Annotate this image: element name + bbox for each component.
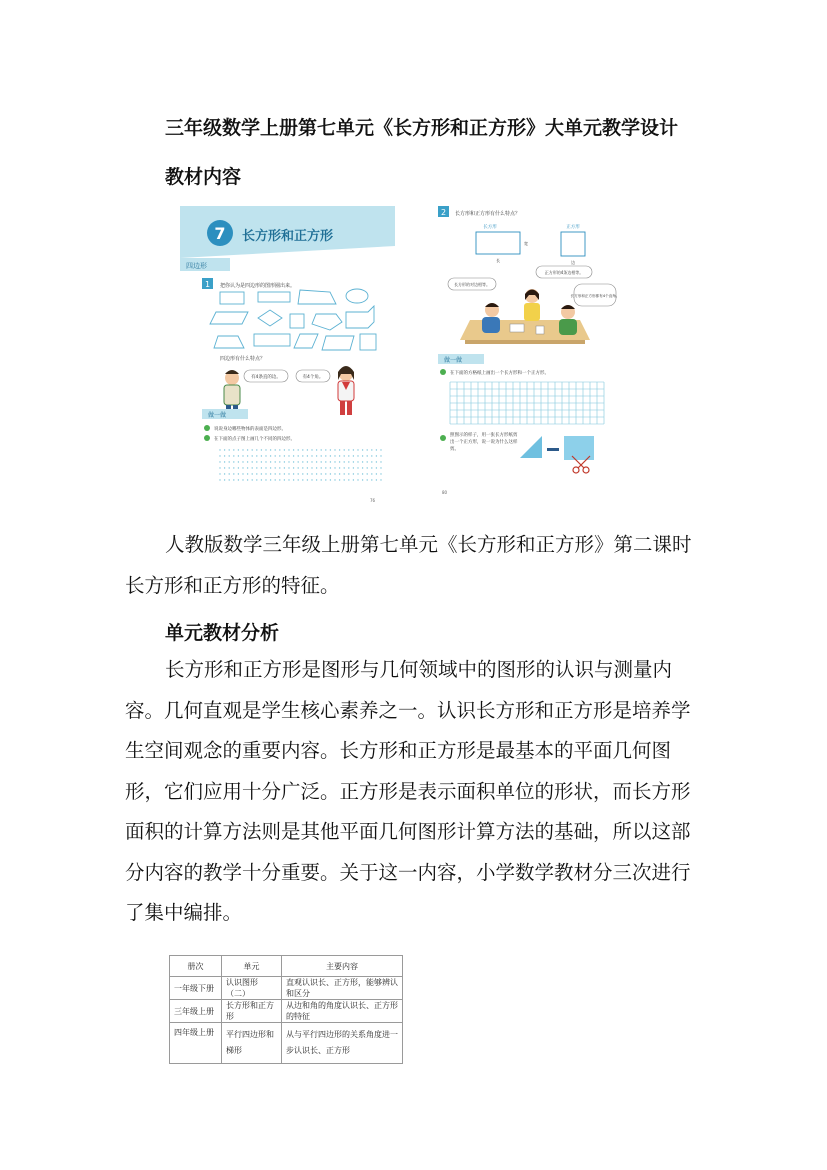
grid-dot — [353, 449, 354, 450]
grid-dot — [256, 455, 257, 456]
grid-dot — [238, 455, 239, 456]
grid-dot — [316, 449, 317, 450]
rect-label: 长方形 — [483, 225, 497, 230]
grid-dot — [293, 479, 294, 480]
table-header-cell: 单元 — [222, 956, 282, 977]
right-practice-label: 做一做 — [444, 357, 463, 364]
grid-dot — [279, 473, 280, 474]
grid-dot — [284, 449, 285, 450]
table-cell: 四年级上册 — [170, 1023, 222, 1064]
section-heading-materials: 教材内容 — [165, 166, 242, 188]
left-practice-2: 在下面的点子图上画几个不同的四边形。 — [214, 437, 295, 442]
left-page-number: 76 — [370, 498, 376, 503]
grid-dot — [219, 473, 220, 474]
table-cell: 三年级上册 — [170, 1000, 222, 1023]
grid-dot — [275, 467, 276, 468]
grid-dot — [288, 473, 289, 474]
grid-dot — [247, 473, 248, 474]
grid-dot — [348, 473, 349, 474]
grid-dot — [219, 455, 220, 456]
grid-dot — [311, 473, 312, 474]
grid-dot — [302, 449, 303, 450]
grid-dot — [261, 467, 262, 468]
grid-dot — [229, 479, 230, 480]
grid-dot — [325, 455, 326, 456]
grid-dot — [224, 455, 225, 456]
grid-dot — [376, 449, 377, 450]
grid-dot — [242, 455, 243, 456]
grid-dot — [307, 455, 308, 456]
grid-dot — [284, 455, 285, 456]
grid-dot — [311, 461, 312, 462]
grid-dot — [307, 467, 308, 468]
grid-dot — [371, 473, 372, 474]
grid-dot — [219, 467, 220, 468]
grid-dot — [238, 449, 239, 450]
grid-dot — [247, 455, 248, 456]
grid-dot — [288, 467, 289, 468]
grid-dot — [298, 479, 299, 480]
table-row — [170, 1000, 403, 1023]
grid-dot — [330, 461, 331, 462]
grid-dot — [233, 467, 234, 468]
grid-dot — [238, 461, 239, 462]
right-textbook-page — [438, 206, 620, 495]
grid-dot — [330, 479, 331, 480]
grid-dot — [293, 461, 294, 462]
grid-dot — [233, 455, 234, 456]
grid-dot — [293, 455, 294, 456]
grid-dot — [284, 461, 285, 462]
grid-dot — [307, 479, 308, 480]
grid-dot — [344, 449, 345, 450]
grid-dot — [334, 479, 335, 480]
grid-dot — [238, 479, 239, 480]
grid-dot — [348, 449, 349, 450]
grid-dot — [233, 479, 234, 480]
grid-dot — [362, 467, 363, 468]
grid-dot — [316, 455, 317, 456]
grid-dot — [233, 449, 234, 450]
grid-dot — [242, 479, 243, 480]
rect-long-label: 长 — [496, 258, 500, 263]
table-cell: 一年级下册 — [170, 977, 222, 1000]
grid-dot — [321, 479, 322, 480]
grid-dot — [339, 479, 340, 480]
grid-dot — [321, 473, 322, 474]
document-title: 三年级数学上册第七单元《长方形和正方形》大单元教学设计 — [165, 117, 679, 139]
grid-dot — [288, 461, 289, 462]
grid-dot — [316, 473, 317, 474]
grid-dot — [298, 461, 299, 462]
grid-dot — [256, 449, 257, 450]
grid-dot — [275, 455, 276, 456]
grid-dot — [362, 473, 363, 474]
grid-dot — [348, 479, 349, 480]
grid-dot — [219, 449, 220, 450]
grid-dot — [242, 473, 243, 474]
grid-dot — [380, 473, 381, 474]
grid-dot — [380, 461, 381, 462]
grid-dot — [307, 473, 308, 474]
grid-dot — [367, 449, 368, 450]
paragraph-lesson-intro: 人教版数学三年级上册第七单元《长方形和正方形》第二课时长方形和正方形的特征。 — [125, 533, 692, 597]
table-header-cell: 册次 — [170, 956, 222, 977]
grid-dot — [238, 473, 239, 474]
grid-dot — [302, 479, 303, 480]
grid-dot — [275, 461, 276, 462]
grid-dot — [224, 479, 225, 480]
grid-dot — [357, 461, 358, 462]
grid-dot — [344, 479, 345, 480]
grid-dot — [261, 461, 262, 462]
grid-dot — [270, 461, 271, 462]
right-practice-2: 照图示的样子，用一张长方形纸剪出一个正方形，说一说为什么这样剪。 — [450, 433, 518, 452]
grid-dot — [348, 461, 349, 462]
grid-dot — [242, 449, 243, 450]
grid-dot — [270, 455, 271, 456]
grid-dot — [261, 479, 262, 480]
grid-dot — [279, 479, 280, 480]
grid-dot — [288, 449, 289, 450]
grid-dot — [293, 449, 294, 450]
grid-dot — [339, 449, 340, 450]
grid-dot — [252, 473, 253, 474]
grid-dot — [233, 461, 234, 462]
grid-dot — [357, 479, 358, 480]
grid-dot — [371, 461, 372, 462]
table-cell: 从边和角的角度认识长、正方形的特征 — [282, 1000, 403, 1023]
grid-dot — [330, 449, 331, 450]
grid-dot — [224, 473, 225, 474]
grid-dot — [334, 461, 335, 462]
grid-dot — [367, 479, 368, 480]
table-row — [170, 977, 403, 1000]
grid-dot — [353, 479, 354, 480]
grid-dot — [293, 473, 294, 474]
grid-dot — [252, 479, 253, 480]
grid-dot — [270, 449, 271, 450]
grid-dot — [325, 467, 326, 468]
table-cell: 认识图形（二） — [222, 977, 282, 1000]
grid-dot — [229, 455, 230, 456]
speech-bubble-a: 有4条直的边。 — [251, 375, 281, 380]
grid-dot — [233, 473, 234, 474]
grid-dot — [325, 479, 326, 480]
grid-dot — [357, 449, 358, 450]
textbook-pages-image — [180, 200, 620, 503]
grid-dot — [256, 467, 257, 468]
grid-dot — [353, 467, 354, 468]
grid-dot — [380, 467, 381, 468]
grid-dot — [316, 467, 317, 468]
grid-dot — [371, 455, 372, 456]
grid-dot — [265, 461, 266, 462]
grid-dot — [247, 467, 248, 468]
grid-dot — [288, 455, 289, 456]
grid-dot — [307, 449, 308, 450]
speech-bubble-1: 长方形的对边相等。 — [454, 282, 490, 287]
grid-dot — [330, 467, 331, 468]
girl-figure — [338, 366, 354, 415]
grid-dot — [224, 461, 225, 462]
grid-dot — [279, 449, 280, 450]
grid-dot — [357, 455, 358, 456]
grid-dot — [229, 473, 230, 474]
grid-dot — [325, 461, 326, 462]
grid-dot — [252, 455, 253, 456]
grid-dot — [325, 449, 326, 450]
grid-dot — [330, 455, 331, 456]
grid-dot — [371, 449, 372, 450]
grid-dot — [302, 473, 303, 474]
grid-dot — [311, 479, 312, 480]
table-header-cell: 主要内容 — [282, 956, 403, 977]
grid-dot — [242, 467, 243, 468]
grid-dot — [270, 467, 271, 468]
grid-dot — [376, 455, 377, 456]
grid-dot — [311, 467, 312, 468]
grid-dot — [339, 467, 340, 468]
grid-dot — [376, 473, 377, 474]
grid-dot — [284, 473, 285, 474]
table-header-row — [170, 956, 403, 977]
grid-dot — [242, 461, 243, 462]
table-cell: 平行四边形和梯形 — [222, 1023, 282, 1064]
grid-dot — [229, 449, 230, 450]
grid-dot — [344, 467, 345, 468]
grid-dot — [311, 455, 312, 456]
grid-dot — [293, 467, 294, 468]
grid-dot — [353, 455, 354, 456]
grid-dot — [339, 461, 340, 462]
table-cell: 从与平行四边形的关系角度进一步认识长、正方形 — [282, 1023, 403, 1064]
grid-dot — [252, 449, 253, 450]
grid-dot — [367, 455, 368, 456]
grid-dot — [344, 473, 345, 474]
grid-dot — [367, 461, 368, 462]
grid-dot — [224, 449, 225, 450]
grid-dot — [279, 461, 280, 462]
curriculum-table — [169, 955, 403, 1064]
unit-title: 长方形和正方形 — [242, 229, 334, 244]
grid-dot — [353, 461, 354, 462]
grid-dot — [256, 461, 257, 462]
right-practice-1: 在下面的方格纸上画出一个长方形和一个正方形。 — [450, 371, 549, 376]
grid-dot — [224, 467, 225, 468]
grid-dot — [247, 449, 248, 450]
section-heading-analysis: 单元教材分析 — [165, 622, 280, 644]
table-cell: 直观认识长、正方形，能够辨认和区分 — [282, 977, 403, 1000]
grid-dot — [334, 449, 335, 450]
grid-dot — [376, 467, 377, 468]
question-1-number: 1 — [204, 280, 211, 289]
grid-dot — [376, 479, 377, 480]
grid-dot — [302, 461, 303, 462]
grid-dot — [321, 449, 322, 450]
grid-dot — [302, 467, 303, 468]
grid-dot — [316, 479, 317, 480]
grid-dot — [367, 473, 368, 474]
grid-dot — [298, 455, 299, 456]
grid-dot — [275, 479, 276, 480]
grid-dot — [265, 455, 266, 456]
grid-dot — [321, 461, 322, 462]
grid-dot — [348, 455, 349, 456]
square-side-label: 边 — [571, 260, 575, 265]
speech-bubble-3: 长方形和正方形都有4个直角。 — [570, 294, 620, 298]
grid-dot — [362, 479, 363, 480]
grid-dot — [362, 449, 363, 450]
grid-dot — [353, 473, 354, 474]
grid-dot — [321, 455, 322, 456]
grid-dot — [339, 455, 340, 456]
left-textbook-page — [180, 206, 395, 503]
grid-dot — [311, 449, 312, 450]
grid-dot — [265, 473, 266, 474]
speech-bubble-2: 正方形的4条边相等。 — [544, 270, 584, 275]
speech-bubble-b: 有4个角。 — [302, 375, 324, 380]
grid-dot — [307, 461, 308, 462]
grid-dot — [302, 455, 303, 456]
left-practice-1: 说说身边哪些物体的表面是四边形。 — [214, 427, 286, 432]
grid-dot — [316, 461, 317, 462]
grid-dot — [334, 473, 335, 474]
grid-dot — [229, 467, 230, 468]
grid-dot — [279, 455, 280, 456]
grid-dot — [265, 479, 266, 480]
grid-dot — [279, 467, 280, 468]
grid-dot — [261, 449, 262, 450]
left-practice-label: 做一做 — [208, 412, 227, 419]
grid-dot — [252, 467, 253, 468]
grid-dot — [357, 467, 358, 468]
grid-dot — [229, 461, 230, 462]
grid-dot — [270, 479, 271, 480]
question-2-text: 长方形和正方形有什么特点？ — [455, 211, 521, 217]
grid-dot — [344, 461, 345, 462]
rect-wide-label: 宽 — [524, 241, 528, 246]
grid-dot — [339, 473, 340, 474]
paragraph-analysis: 长方形和正方形是图形与几何领域中的图形的认识与测量内容。几何直观是学生核心素养之一。认识长方形和正方形是培养学生空间观念的重要内容。长方形和正方形是最基本的平面几何图形，它们应用十分广泛。正方形是表示面积单位的形状，而长方形面积的计算方法则是其他平面几何图形计算方法的基础，所以这部分内容的教学十分重要。关于这一内容，小学数学教材分三次进行了集中编排。 — [125, 658, 691, 924]
grid-dot — [288, 479, 289, 480]
question-1-text: 把你认为是四边形的图形圈出来。 — [220, 283, 296, 289]
grid-dot — [256, 473, 257, 474]
grid-dot — [357, 473, 358, 474]
grid-dot — [275, 449, 276, 450]
grid-dot — [334, 467, 335, 468]
grid-dot — [219, 461, 220, 462]
grid-dot — [376, 461, 377, 462]
grid-dot — [380, 455, 381, 456]
grid-dot — [270, 473, 271, 474]
grid-dot — [298, 449, 299, 450]
grid-dot — [371, 467, 372, 468]
grid-dot — [252, 461, 253, 462]
grid-dot — [325, 473, 326, 474]
unit-number: 7 — [214, 224, 226, 243]
grid-dot — [380, 449, 381, 450]
square-label: 正方形 — [566, 225, 580, 230]
grid-dot — [348, 467, 349, 468]
question-1-prompt: 四边形有什么特点？ — [220, 356, 266, 362]
grid-dot — [330, 473, 331, 474]
grid-dot — [367, 467, 368, 468]
grid-dot — [362, 461, 363, 462]
grid-dot — [321, 467, 322, 468]
grid-dot — [247, 479, 248, 480]
grid-dot — [371, 479, 372, 480]
subsection-label: 四边形 — [186, 262, 207, 270]
grid-dot — [284, 479, 285, 480]
grid-dot — [247, 461, 248, 462]
grid-dot — [261, 455, 262, 456]
right-page-number: 80 — [442, 490, 448, 495]
grid-dot — [265, 467, 266, 468]
grid-dot — [362, 455, 363, 456]
square-grid — [450, 382, 604, 424]
table-cell: 长方形和正方形 — [222, 1000, 282, 1023]
grid-dot — [380, 479, 381, 480]
dot-grid — [219, 449, 381, 480]
grid-dot — [256, 479, 257, 480]
grid-dot — [275, 473, 276, 474]
grid-dot — [265, 449, 266, 450]
question-2-number: 2 — [440, 208, 447, 217]
table-row — [170, 1023, 403, 1064]
grid-dot — [238, 467, 239, 468]
grid-dot — [261, 473, 262, 474]
grid-dot — [219, 479, 220, 480]
grid-dot — [334, 455, 335, 456]
grid-dot — [298, 467, 299, 468]
grid-dot — [344, 455, 345, 456]
grid-dot — [284, 467, 285, 468]
grid-dot — [298, 473, 299, 474]
